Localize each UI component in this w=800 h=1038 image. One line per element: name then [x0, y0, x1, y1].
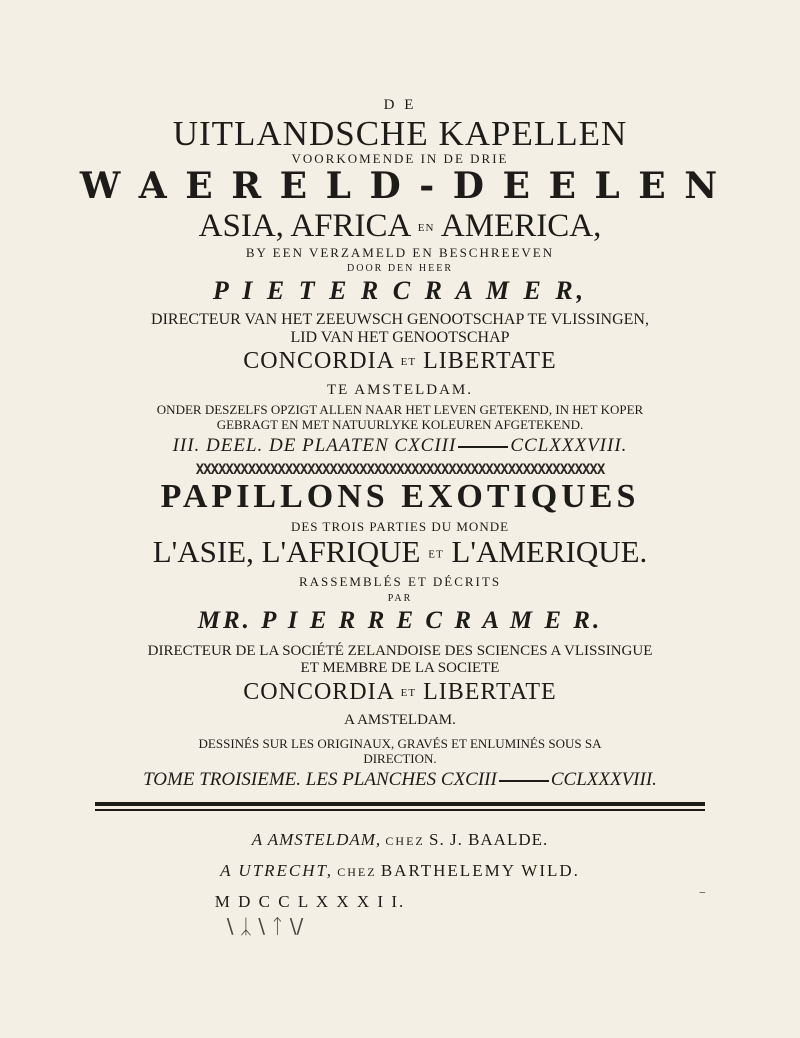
french-continents-line — [0, 536, 800, 567]
french-libertate-word: LIBERTATE — [423, 679, 557, 705]
utrecht-place: A UTRECHT, — [220, 861, 333, 880]
rassembles-line: RASSEMBLÉS ET DÉCRITS — [298, 574, 502, 589]
deel-left: III. DEEL. DE PLAATEN CXCIII — [172, 435, 457, 456]
french-continents-et: ET — [428, 548, 444, 561]
french-directeur-line: DIRECTEUR DE LA SOCIÉTÉ ZELANDOISE DES SCIENCES A VLISSINGUE — [147, 643, 653, 659]
french-concordia-word: CONCORDIA — [243, 679, 394, 705]
onder-line-2: GEBRAGT EN MET NATUURLYKE KOLEUREN AFGETEKEND. — [216, 417, 584, 432]
tome-right: CCLXXXVIII. — [550, 769, 657, 790]
dessines-line-1: DESSINÉS SUR LES ORIGINAUX, GRAVÉS ET ENLUMINÉS SOUS SA — [198, 736, 602, 751]
te-amsteldam-line: TE AMSTELDAM. — [327, 382, 473, 398]
a-amsteldam-line: A AMSTELDAM. — [344, 712, 456, 728]
dutch-title: UITLANDSCHE KAPELLEN — [172, 114, 628, 153]
continents-start: ASIA, AFRICA — [198, 208, 410, 244]
waereld-deelen-line: W A E R E L D - D E E L E N — [79, 165, 721, 207]
des-trois-line: DES TROIS PARTIES DU MONDE — [290, 519, 510, 534]
continents-end: AMERICA, — [440, 208, 602, 244]
tome-left: TOME TROISIEME. LES PLANCHES CXCIII — [143, 769, 497, 790]
imprint-year: M D C C L X X X I I. — [214, 892, 406, 911]
dutch-deel-line — [0, 436, 800, 455]
voorkomende-line: VOORKOMENDE IN DE DRIE — [291, 151, 509, 166]
french-tome-line — [0, 770, 800, 789]
dessines-line-2: DIRECTION. — [363, 751, 437, 766]
onder-line-1: ONDER DESZELFS OPZIGT ALLEN NAAR HET LEVEN GETEKEND, IN HET KOPER — [156, 402, 644, 417]
dutch-concordia-line — [0, 349, 800, 373]
concordia-word: CONCORDIA — [243, 348, 394, 374]
ornamental-border: XXXXXXXXXXXXXXXXXXXXXXXXXXXXXXXXXXXXXXXXXXXXXXXXXXXXXXX — [195, 462, 605, 478]
concordia-et: ET — [400, 355, 417, 368]
french-title: PAPILLONS EXOTIQUES — [160, 478, 640, 515]
de-line: D E — [383, 97, 417, 113]
thick-rule — [95, 802, 705, 806]
continents-en: EN — [417, 221, 435, 234]
deel-dash — [458, 446, 508, 448]
imprint-utrecht — [0, 862, 800, 879]
thin-rule — [95, 809, 705, 811]
french-continents-start: L'ASIE, L'AFRIQUE — [152, 534, 421, 569]
amsteldam-chez: CHEZ — [385, 834, 425, 848]
french-concordia-line — [0, 680, 800, 704]
utrecht-chez: CHEZ — [337, 865, 377, 879]
french-membre-line: ET MEMBRE DE LA SOCIETE — [300, 660, 500, 676]
dutch-author: P I E T E R C R A M E R, — [212, 276, 588, 305]
french-author: MR. P I E R R E C R A M E R. — [197, 607, 603, 634]
tome-dash — [499, 780, 549, 782]
dutch-continents-line — [0, 210, 800, 243]
handwritten-mark: \ ᛣ \ ᛏ \/ — [226, 914, 304, 938]
deel-right: CCLXXXVIII. — [510, 435, 628, 456]
verzameld-line: BY EEN VERZAMELD EN BESCHREEVEN — [245, 245, 555, 260]
utrecht-name: BARTHELEMY WILD. — [380, 861, 580, 880]
imprint-amsteldam — [0, 831, 800, 848]
french-concordia-et: ET — [400, 686, 417, 699]
amsteldam-place: A AMSTELDAM, — [251, 830, 382, 849]
stray-mark-dash: ‾ — [700, 890, 705, 906]
dutch-directeur-line: DIRECTEUR VAN HET ZEEUWSCH GENOOTSCHAP TE VLISSINGEN, — [151, 311, 649, 328]
dutch-lid-line: LID VAN HET GENOOTSCHAP — [290, 329, 510, 346]
door-line: DOOR DEN HEER — [347, 263, 453, 274]
libertate-word: LIBERTATE — [423, 348, 557, 374]
par-line: PAR — [387, 593, 413, 604]
french-continents-end: L'AMERIQUE. — [451, 534, 648, 569]
amsteldam-name: S. J. BAALDE. — [429, 830, 549, 849]
